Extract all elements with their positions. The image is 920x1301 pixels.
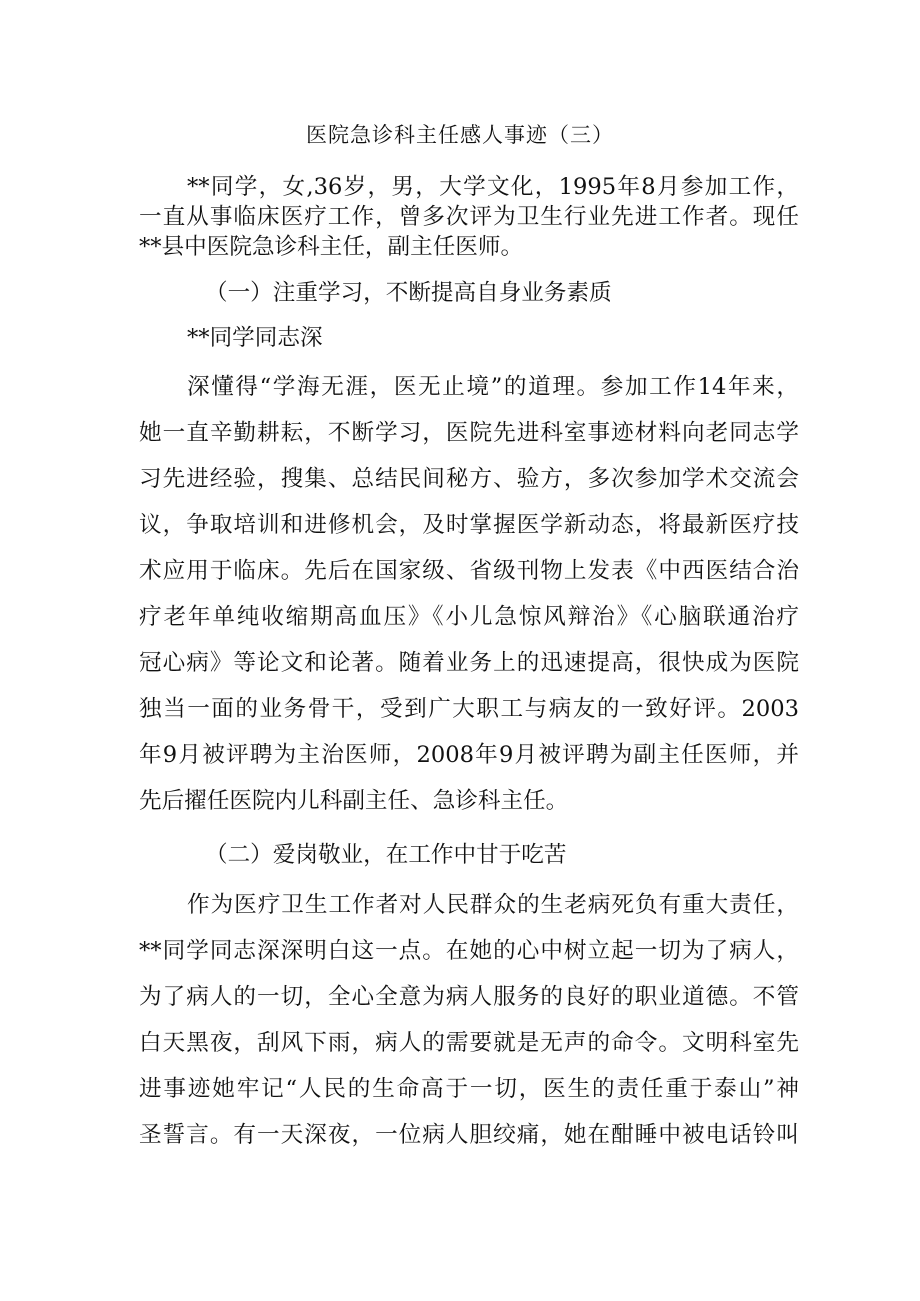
section1-line-2: 她一直辛勤耕耘，不断学习，医院先进科室事迹材料向老同志学: [139, 420, 799, 446]
document-title: 医院急诊科主任感人事迹（三）: [306, 123, 614, 147]
section1-line-3: 习先进经验，搜集、总结民间秘方、验方，多次参加学术交流会: [139, 466, 799, 492]
section2-line-4: 白天黑夜，刮风下雨，病人的需要就是无声的命令。文明科室先: [139, 1030, 799, 1056]
section1-line-9: 年9月被评聘为主治医师，2008年9月被评聘为副主任医师，并: [139, 742, 799, 768]
section2-line-2: **同学同志深深明白这一点。在她的心中树立起一切为了病人，: [139, 938, 799, 964]
intro-line-3: **县中医院急诊科主任，副主任医师。: [139, 234, 524, 260]
section1-line-7: 冠心病》等论文和论著。随着业务上的迅速提高，很快成为医院: [139, 650, 799, 676]
section2-heading: （二）爱岗敬业，在工作中甘于吃苦: [205, 842, 567, 868]
intro-line-1: **同学，女,36岁，男，大学文化，1995年8月参加工作，: [187, 174, 799, 200]
section1-lead: **同学同志深: [187, 325, 323, 351]
intro-line-2: 一直从事临床医疗工作，曾多次评为卫生行业先进工作者。现任: [139, 204, 799, 230]
section2-line-6: 圣誓言。有一天深夜，一位病人胆绞痛，她在酣睡中被电话铃叫: [139, 1122, 799, 1148]
section2-line-5: 进事迹她牢记“人民的生命高于一切，医生的责任重于泰山”神: [139, 1076, 799, 1102]
section2-line-3: 为了病人的一切，全心全意为病人服务的良好的职业道德。不管: [139, 984, 799, 1010]
section2-line-1: 作为医疗卫生工作者对人民群众的生老病死负有重大责任，: [187, 892, 799, 918]
section1-line-10: 先后擢任医院内儿科副主任、急诊科主任。: [139, 788, 569, 814]
section1-heading: （一）注重学习，不断提高自身业务素质: [205, 280, 612, 306]
section1-line-4: 议，争取培训和进修机会，及时掌握医学新动态，将最新医疗技: [139, 512, 799, 538]
section1-line-8: 独当一面的业务骨干，受到广大职工与病友的一致好评。2003: [139, 696, 799, 722]
section1-line-5: 术应用于临床。先后在国家级、省级刊物上发表《中西医结合治: [139, 558, 799, 584]
section1-line-6: 疗老年单纯收缩期高血压》《小儿急惊风辩治》《心脑联通治疗: [139, 604, 799, 630]
section1-line-1: 深懂得“学海无涯，医无止境”的道理。参加工作14年来，: [187, 374, 799, 400]
